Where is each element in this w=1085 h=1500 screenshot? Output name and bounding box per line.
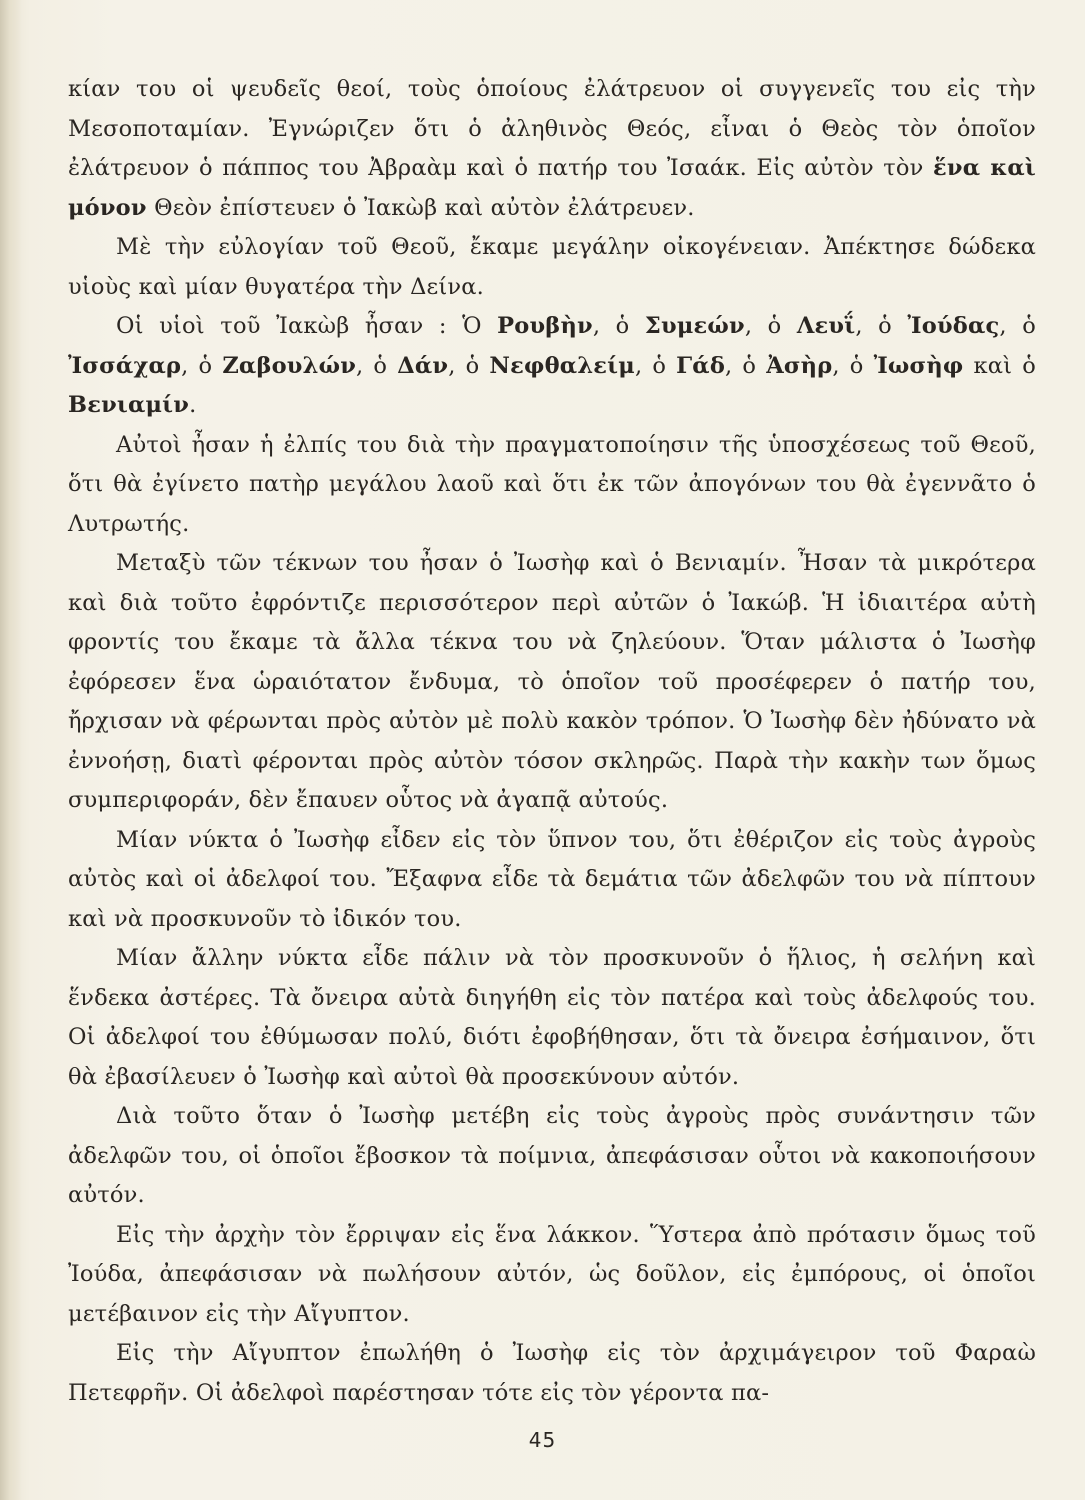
paragraph [68, 544, 1036, 821]
text-run: , ὁ [999, 313, 1036, 339]
paragraph [68, 939, 1036, 1097]
text-run: , ὁ [744, 313, 797, 339]
bold-name: Βενιαμίν [68, 392, 190, 418]
bold-name: Συμεών [644, 313, 745, 339]
paragraph [68, 228, 1036, 307]
body-text [68, 70, 1036, 1413]
text-run: . [189, 392, 197, 418]
text-run: Μὲ τὴν εὐλογίαν τοῦ Θεοῦ, ἔκαμε μεγάλην οἰκογένειαν. Ἀπέκτησε δώδεκα υἱοὺς καὶ μίαν θυγατέρα τὴν Δείνα. [68, 234, 1036, 300]
text-run: Οἱ υἱοὶ τοῦ Ἰακὼβ ἦσαν : Ὁ [116, 313, 498, 339]
bold-name: Γάδ [676, 352, 726, 379]
paragraph [68, 821, 1036, 940]
binding-edge-shadow [0, 0, 22, 1500]
text-run: Εἰς τὴν ἀρχὴν τὸν ἔρριψαν εἰς ἕνα λάκκον. Ὕστερα ἀπὸ πρότασιν ὅμως τοῦ Ἰούδα, ἀπεφάσισαν νὰ πωλήσουν αὐτόν, ὡς δοῦλον, εἰς ἐμπόρους, οἱ ὁποῖοι μετέβαινον εἰς τὴν Αἴγυπτον. [68, 1221, 1036, 1327]
text-run: καὶ ὁ [963, 352, 1036, 379]
text-run: , ὁ [448, 352, 490, 379]
text-run: Μίαν νύκτα ὁ Ἰωσὴφ εἶδεν εἰς τὸν ὕπνον του, ὅτι ἐθέριζον εἰς τοὺς ἀγροὺς αὐτὸς καὶ οἱ ἀδελφοί του. Ἔξαφνα εἶδε τὰ δεμάτια τῶν ἀδελφῶν του νὰ πίπτουν καὶ νὰ προσκυνοῦν τὸ ἰδικόν του. [68, 826, 1036, 932]
bold-name: Νεφθαλείμ [489, 352, 635, 379]
page-number: 45 [528, 1428, 557, 1452]
bold-name: Δάν [397, 352, 449, 379]
paragraph [68, 70, 1036, 228]
text-run: Αὐτοὶ ἦσαν ἡ ἐλπίς του διὰ τὴν πραγματοποίησιν τῆς ὑποσχέσεως τοῦ Θεοῦ, ὅτι θὰ ἐγίνετο πατὴρ μεγάλου λαοῦ καὶ ὅτι ἐκ τῶν ἀπογόνων του θὰ ἐγεννᾶτο ὁ Λυτρωτής. [68, 431, 1036, 537]
text-run: , ὁ [855, 313, 908, 339]
bold-name: Ζαβουλών [222, 352, 357, 379]
text-run: κίαν του οἱ ψευδεῖς θεοί, τοὺς ὁποίους ἐλάτρευον οἱ συγγενεῖς του εἰς τὴν Μεσοποταμίαν. Ἐγνώριζεν ὅτι ὁ ἀληθινὸς Θεός, εἶναι ὁ Θεὸς τὸν ὁποῖον ἐλάτρευον ὁ πάππος του Ἀβραὰμ καὶ ὁ πατήρ του Ἰσαάκ. Εἰς αὐτὸν τὸν [68, 76, 1036, 181]
text-run: Διὰ τοῦτο ὅταν ὁ Ἰωσὴφ μετέβη εἰς τοὺς ἀγροὺς πρὸς συνάντησιν τῶν ἀδελφῶν του, οἱ ὁποῖοι ἔβοσκον τὰ ποίμνια, ἀπεφάσισαν οὗτοι νὰ κακοποιήσουν αὐτόν. [68, 1103, 1036, 1208]
text-run: , ὁ [634, 352, 677, 379]
paragraph [68, 1216, 1036, 1335]
paragraph [68, 1334, 1036, 1413]
text-run: Μίαν ἄλλην νύκτα εἶδε πάλιν νὰ τὸν προσκυνοῦν ὁ ἥλιος, ἡ σελήνη καὶ ἕνδεκα ἀστέρες. Τὰ ὄνειρα αὐτὰ διηγήθη εἰς τὸν πατέρα καὶ τοὺς ἀδελφούς του. Οἱ ἀδελφοί του ἐθύμωσαν πολύ, διότι ἐφοβήθησαν, ὅτι τὰ ὄνειρα ἐσήμαινον, ὅτι θὰ ἐβασίλευεν ὁ Ἰωσὴφ καὶ αὐτοὶ θὰ προσεκύνουν αὐτόν. [68, 945, 1036, 1090]
bold-name: Ἰωσὴφ [873, 352, 964, 379]
text-run: , ὁ [832, 352, 874, 379]
text-run: , ὁ [592, 313, 645, 339]
text-run: , ὁ [181, 352, 223, 379]
bold-name: ἕνα καὶ μόνον [68, 155, 1036, 221]
text-run: Μεταξὺ τῶν τέκνων του ἦσαν ὁ Ἰωσὴφ καὶ ὁ Βενιαμίν. Ἦσαν τὰ μικρότερα καὶ διὰ τοῦτο ἐφρόντιζε περισσότερον περὶ αὐτῶν ὁ Ἰακώβ. Ἡ ἰδιαιτέρα αὐτὴ φροντίς του ἔκαμε τὰ ἄλλα τέκνα του νὰ ζηλεύουν. Ὅταν μάλιστα ὁ Ἰωσὴφ ἐφόρεσεν ἕνα ὡραιότατον ἔνδυμα, τὸ ὁποῖον τοῦ προσέφερεν ὁ πατήρ του, ἤρχισαν νὰ φέρωνται πρὸς αὐτὸν μὲ πολὺ κακὸν τρόπον. Ὁ Ἰωσὴφ δὲν ἠδύνατο νὰ ἐννοήσῃ, διατὶ φέρονται πρὸς αὐτὸν τόσον σκληρῶς. Παρὰ τὴν κακὴν των ὅμως συμπεριφοράν, δὲν ἔπαυεν οὗτος νὰ ἀγαπᾷ αὐτούς. [68, 550, 1036, 813]
text-run: , ὁ [725, 352, 767, 379]
paragraph [68, 307, 1036, 426]
text-run: , ὁ [356, 352, 398, 379]
bold-name: Λευΐ [796, 313, 856, 339]
bold-name: Ἰούδας [907, 313, 1000, 339]
text-run: Θεὸν ἐπίστευεν ὁ Ἰακὼβ καὶ αὐτὸν ἐλάτρευεν. [146, 194, 695, 221]
bold-name: Ἀσὴρ [766, 352, 833, 379]
paragraph [68, 426, 1036, 545]
bold-name: Ἰσσάχαρ [68, 352, 182, 379]
text-run: Εἰς τὴν Αἴγυπτον ἐπωλήθη ὁ Ἰωσὴφ εἰς τὸν ἀρχιμάγειρον τοῦ Φαραὼ Πετεφρῆν. Οἱ ἀδελφοὶ παρέστησαν τότε εἰς τὸν γέροντα πα- [68, 1340, 1036, 1406]
paragraph [68, 1097, 1036, 1216]
bold-name: Ρουβὴν [497, 313, 593, 339]
